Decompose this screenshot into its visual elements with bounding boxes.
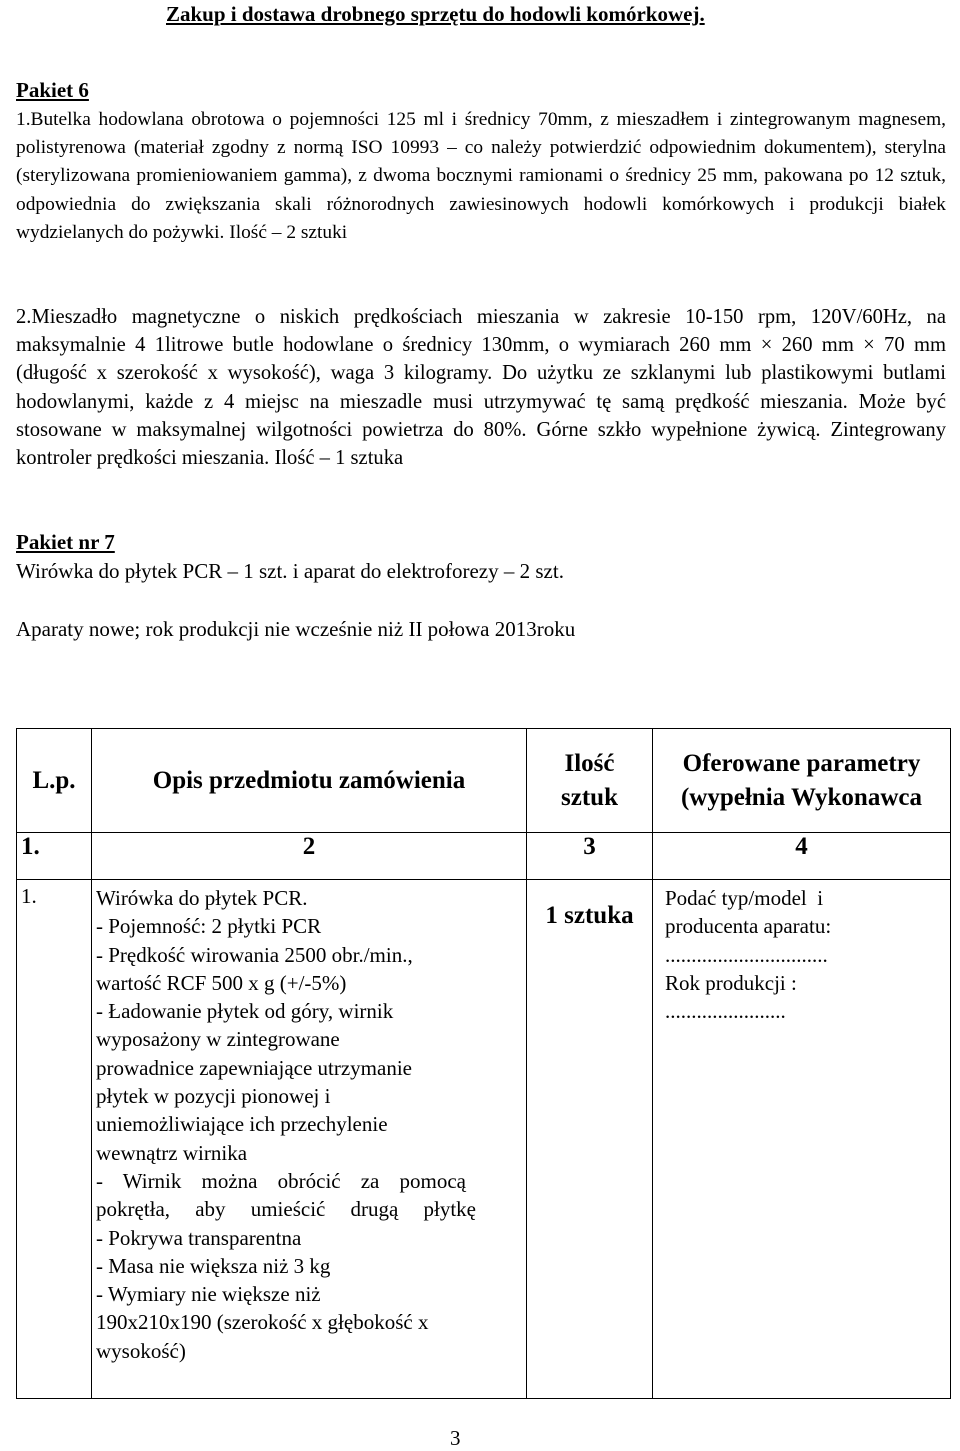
column-number-2: 2 (92, 833, 527, 880)
param-line: Rok produkcji : (665, 970, 797, 995)
row-quantity: 1 sztuka (527, 880, 653, 1399)
pakiet-7-line: Wirówka do płytek PCR – 1 szt. i aparat do elektroforezy – 2 szt. (16, 559, 564, 583)
desc-line: - Wymiary nie większe niż (96, 1282, 321, 1307)
header-quantity-label: Ilość sztuk (561, 749, 618, 811)
desc-line: - Pojemność: 2 płytki PCR (96, 914, 322, 939)
desc-line: - Prędkość wirowania 2500 obr./min., (96, 942, 413, 967)
header-offered-params-label: Oferowane parametry (wypełnia Wykonawca (680, 749, 922, 811)
column-number-1: 1. (17, 833, 92, 880)
table-header-row (17, 729, 951, 833)
desc-line: płytek w pozycji pionowej i (96, 1084, 331, 1109)
desc-line: wyposażony w zintegrowane (96, 1027, 340, 1052)
column-number-row (17, 833, 951, 880)
desc-line: pokrętła, aby umieścić drugą płytkę (96, 1197, 476, 1222)
desc-line: wartość RCF 500 x g (+/-5%) (96, 970, 347, 995)
param-line: ............................... (665, 942, 828, 967)
document-title: Zakup i dostawa drobnego sprzętu do hodowli komórkowej. (166, 2, 705, 26)
desc-line: wysokość) (96, 1338, 186, 1363)
desc-line: - Pokrywa transparentna (96, 1225, 302, 1250)
table-row (17, 880, 951, 1399)
row-offered-params (653, 880, 951, 1399)
pakiet-7-heading: Pakiet nr 7 (16, 530, 115, 554)
pakiet-6-item-1: 1.Butelka hodowlana obrotowa o pojemności 125 ml i średnicy 70mm, z mieszadłem i zintegrowanym magnesem, polistyrenowa (materiał zgodny z normą ISO 10993 – co należy potwierdzić odpowiednim dokumentem), sterylna (sterylizowana promieniowaniem gamma), z dwoma bocznymi ramionami o średnicy 25 mm, pakowana po 12 sztuk, odpowiednia do zwiększania skali różnorodnych zawiesinowych hodowli komórkowych i produkcji białek wydzielanych do pożywki. Ilość – 2 sztuki (16, 109, 946, 243)
header-description: Opis przedmiotu zamówienia (92, 729, 527, 833)
param-line: producenta aparatu: (665, 914, 832, 939)
param-line: Podać typ/model i (665, 886, 824, 910)
pakiet-6-item-2: 2.Mieszadło magnetyczne o niskich prędkościach mieszania w zakresie 10-150 rpm, 120V/60Hz, na maksymalnie 4 1litrowe butle hodowlane o średnicy 130mm, o wymiarach 260 mm × 260 mm × 70 mm (długość x szerokość x wysokość), waga 3 kilogramy. Do użytku ze szklanymi lub plastikowymi butlami hodowlanymi, każde z 4 miejsc na mieszadle musi utrzymywać tę samą prędkość mieszania. Może być stosowane w maksymalnej wilgotności powietrza do 80%. Górne szkło wypełnione żywicą. Zintegrowany kontroler prędkości mieszania. Ilość – 1 sztuka (16, 306, 946, 470)
pakiet-6-heading: Pakiet 6 (16, 78, 89, 102)
page-number: 3 (450, 1426, 461, 1450)
desc-line: uniemożliwiające ich przechylenie (96, 1112, 388, 1137)
desc-line: - Ładowanie płytek od góry, wirnik (96, 999, 394, 1024)
specification-table (16, 728, 951, 1399)
desc-line: 190x210x190 (szerokość x głębokość x (96, 1310, 429, 1335)
column-number-3: 3 (527, 833, 653, 880)
column-number-4: 4 (653, 833, 951, 880)
header-quantity (527, 729, 653, 833)
desc-line: Wirówka do płytek PCR. (96, 886, 308, 910)
row-description (92, 880, 527, 1399)
param-line: ....................... (665, 999, 786, 1024)
desc-line: - Wirnik można obrócić za pomocą (96, 1168, 466, 1193)
header-offered-params (653, 729, 951, 833)
desc-line: wewnątrz wirnika (96, 1140, 248, 1165)
desc-line: prowadnice zapewniające utrzymanie (96, 1055, 412, 1080)
row-lp: 1. (17, 880, 92, 1399)
production-note: Aparaty nowe; rok produkcji nie wcześnie niż II połowa 2013roku (16, 617, 576, 641)
header-lp: L.p. (17, 729, 92, 833)
desc-line: - Masa nie większa niż 3 kg (96, 1253, 331, 1278)
